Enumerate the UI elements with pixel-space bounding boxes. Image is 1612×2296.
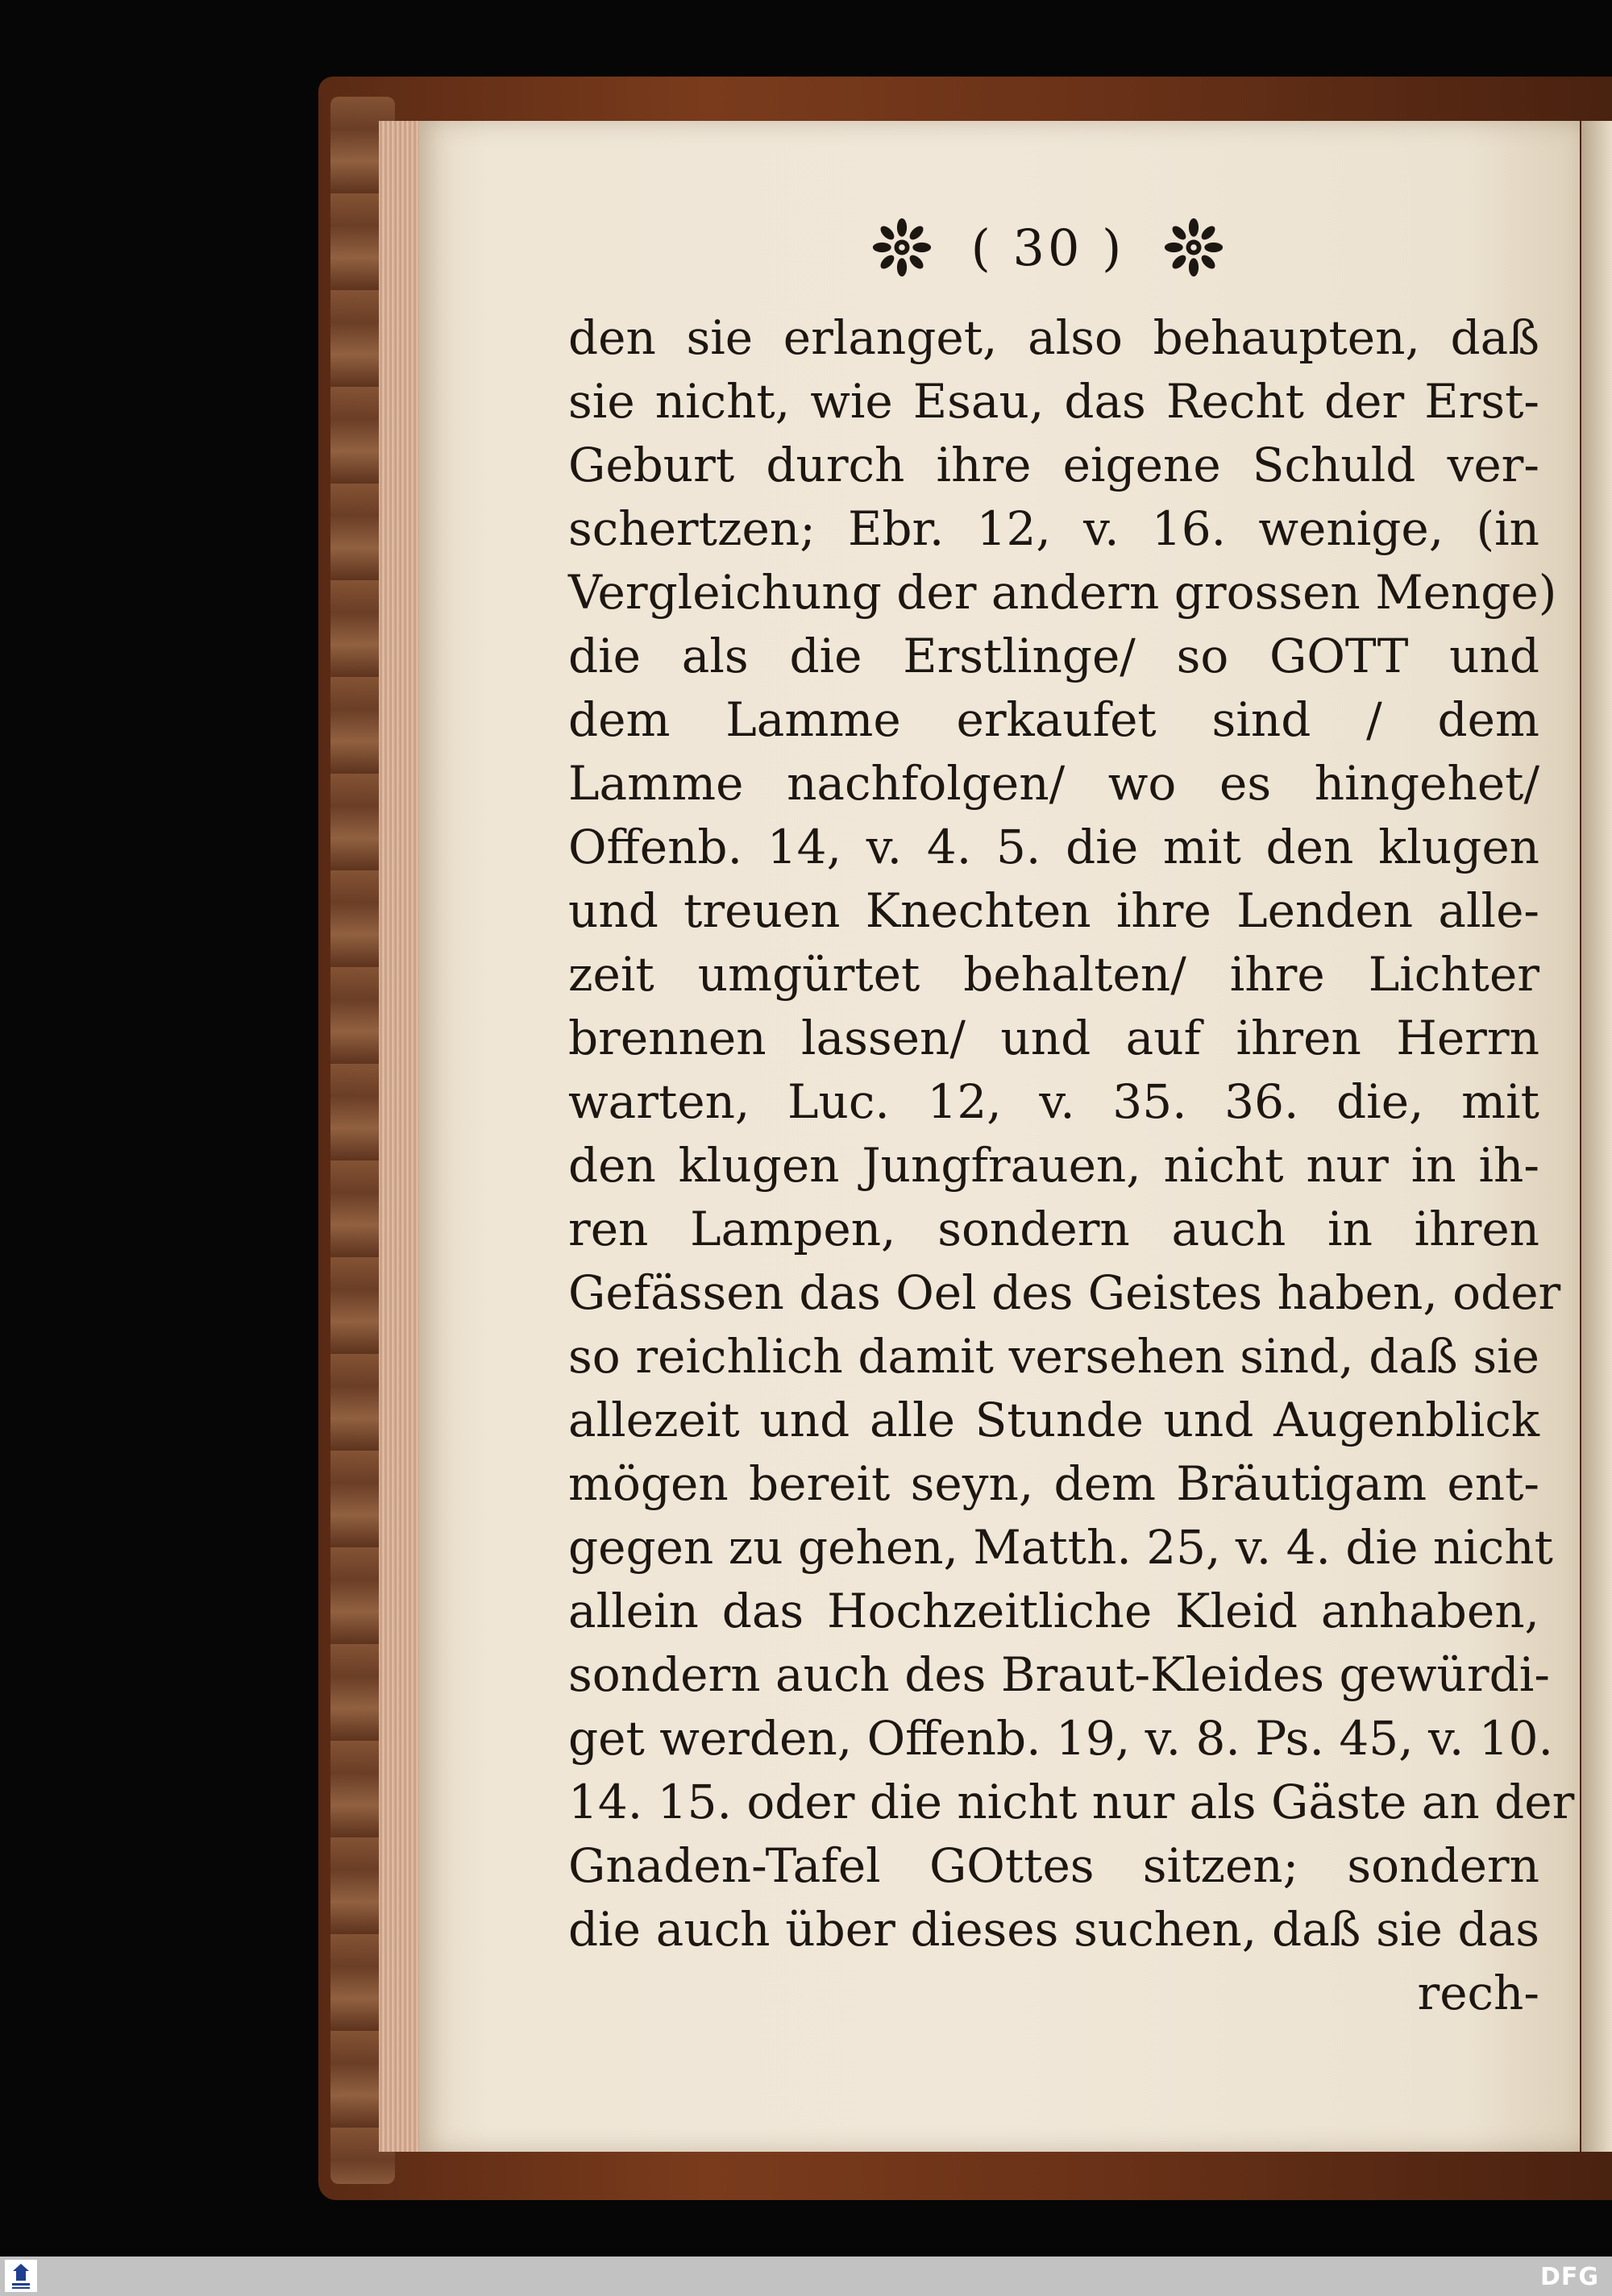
text-line: Gnaden-Tafel GOttes sitzen; sondern xyxy=(568,1838,1539,1893)
text-line: allezeit und alle Stunde und Augenblick xyxy=(568,1393,1539,1447)
viewer-footer-bar xyxy=(0,2257,1612,2296)
catchword: rech- xyxy=(1417,1966,1539,2020)
text-line: warten, Luc. 12, v. 35. 36. die, mit xyxy=(568,1074,1539,1129)
text-line: Offenb. 14, v. 4. 5. die mit den klugen xyxy=(568,820,1539,874)
text-line: 14. 15. oder die nicht nur als Gäste an der xyxy=(568,1775,1575,1829)
text-line: ren Lampen, sondern auch in ihren xyxy=(568,1202,1539,1256)
floral-ornament-icon xyxy=(871,217,933,278)
text-line: so reichlich damit versehen sind, daß sie xyxy=(568,1329,1539,1384)
text-line: Lamme nachfolgen/ wo es hingehet/ xyxy=(568,756,1539,811)
text-line: den klugen Jungfrauen, nicht nur in ih- xyxy=(568,1138,1539,1193)
text-line: Gefässen das Oel des Geistes haben, oder xyxy=(568,1265,1561,1320)
text-line: die auch über dieses suchen, daß sie das xyxy=(568,1902,1539,1957)
dfg-logo: DFG xyxy=(1539,2263,1599,2291)
text-line: get werden, Offenb. 19, v. 8. Ps. 45, v. 10. xyxy=(568,1711,1553,1766)
text-line: Vergleichung der andern grossen Menge) xyxy=(568,565,1557,620)
page-header xyxy=(822,211,1273,284)
text-line: sondern auch des Braut-Kleides gewürdi- xyxy=(568,1647,1550,1702)
text-line: allein das Hochzeitliche Kleid anhaben, xyxy=(568,1584,1539,1638)
facing-page-edge xyxy=(1581,121,1612,2152)
text-line: mögen bereit seyn, dem Bräutigam ent- xyxy=(568,1456,1539,1511)
text-line: und treuen Knechten ihre Lenden alle- xyxy=(568,883,1539,938)
page-number: ( 30 ) xyxy=(970,218,1125,277)
text-line: brennen lassen/ und auf ihren Herrn xyxy=(568,1011,1539,1065)
text-line: Geburt durch ihre eigene Schuld ver- xyxy=(568,438,1539,492)
text-line: den sie erlanget, also behaupten, daß xyxy=(568,310,1539,365)
text-line: schertzen; Ebr. 12, v. 16. wenige, (in xyxy=(568,501,1539,556)
text-line: dem Lamme erkaufet sind / dem xyxy=(568,692,1539,747)
text-line: sie nicht, wie Esau, das Recht der Erst- xyxy=(568,374,1539,429)
text-line: zeit umgürtet behalten/ ihre Lichter xyxy=(568,947,1539,1002)
text-line: gegen zu gehen, Matth. 25, v. 4. die nicht xyxy=(568,1520,1553,1575)
library-logo-icon xyxy=(5,2260,37,2292)
floral-ornament-icon xyxy=(1163,217,1224,278)
body-text xyxy=(568,306,1575,2025)
text-line: die als die Erstlinge/ so GOTT und xyxy=(568,629,1539,683)
